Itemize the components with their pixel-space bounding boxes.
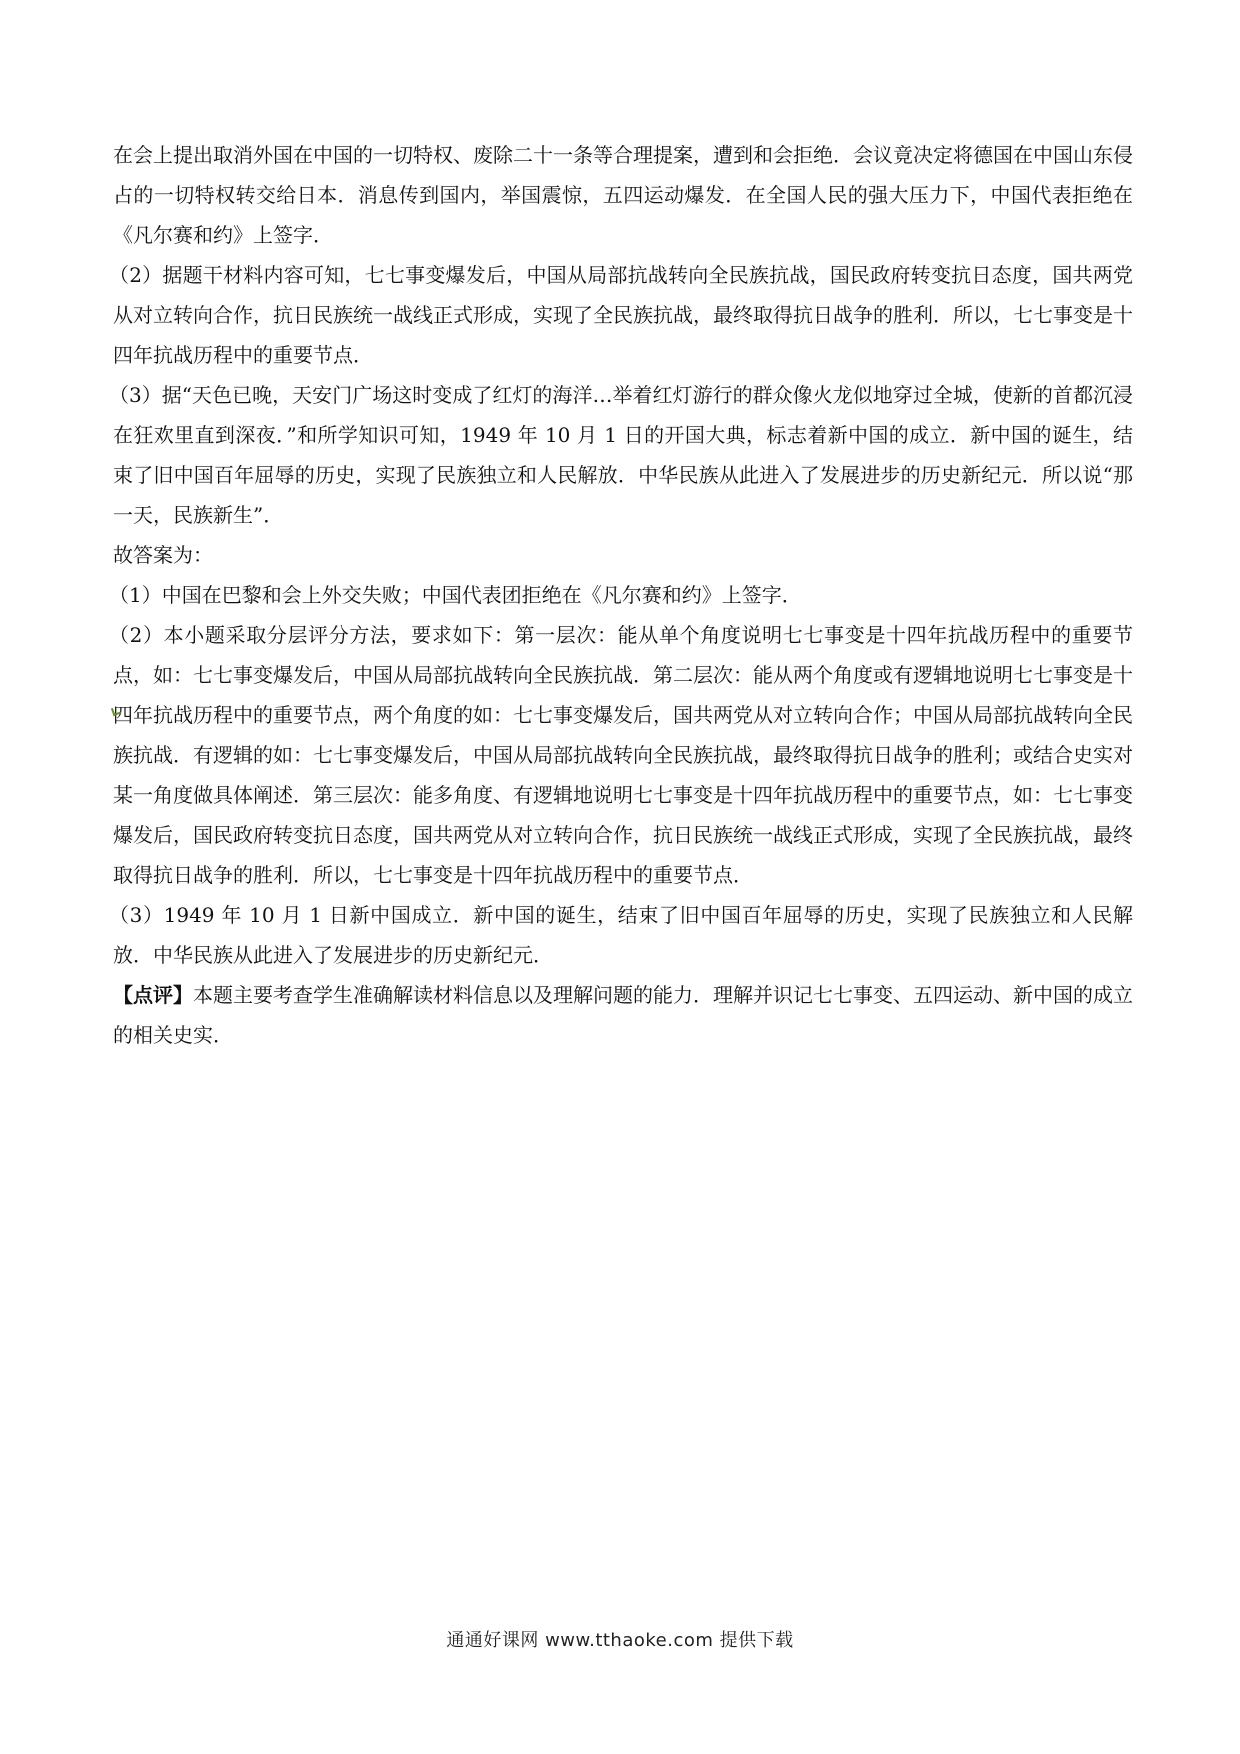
page-footer: 通通好课网 www.tthaoke.com 提供下载 (446, 1630, 794, 1651)
comment-text: 本题主要考查学生准确解读材料信息以及理解问题的能力．理解并识记七七事变、五四运动、新中国的成立的相关史实． (113, 983, 1133, 1047)
document-body (109, 135, 1133, 1055)
comment-tag: 【点评】 (113, 983, 193, 1007)
comment-paragraph (113, 975, 1133, 1055)
paragraph-continuation: 在会上提出取消外国在中国的一切特权、废除二十一条等合理提案，遭到和会拒绝．会议竟决定将德国在中国山东侵占的一切特权转交给日本．消息传到国内，举国震惊，五四运动爆发．在全国人民的强大压力下，中国代表拒绝在《凡尔赛和约》上签字． (113, 143, 1133, 247)
answer-item-1: （1）中国在巴黎和会上外交失败；中国代表团拒绝在《凡尔赛和约》上签字． (109, 583, 802, 607)
answer-item-3: （3）1949 年 10 月 1 日新中国成立．新中国的诞生，结束了旧中国百年屈辱的历史，实现了民族独立和人民解放．中华民族从此进入了发展进步的历史新纪元． (109, 903, 1133, 967)
paragraph-answer-2: （2）据题干材料内容可知，七七事变爆发后，中国从局部抗战转向全民族抗战，国民政府转变抗日态度，国共两党从对立转向合作，抗日民族统一战线正式形成，实现了全民族抗战，最终取得抗日战争的胜利．所以，七七事变是十四年抗战历程中的重要节点． (109, 263, 1133, 367)
answer-heading: 故答案为： (113, 543, 213, 567)
answer-item-2: （2）本小题采取分层评分方法，要求如下：第一层次：能从单个角度说明七七事变是十四年抗战历程中的重要节点，如：七七事变爆发后，中国从局部抗战转向全民族抗战．第二层次：能从两个角度或有逻辑地说明七七事变是十四年抗战历程中的重要节点，两个角度的如：七七事变爆发后，国共两党从对立转向合作；中国从局部抗战转向全民族抗战．有逻辑的如：七七事变爆发后，中国从局部抗战转向全民族抗战，最终取得抗日战争的胜利；或结合史实对某一角度做具体阐述．第三层次：能多角度、有逻辑地说明七七事变是十四年抗战历程中的重要节点，如：七七事变爆发后，国民政府转变抗日态度，国共两党从对立转向合作，抗日民族统一战线正式形成，实现了全民族抗战，最终取得抗日战争的胜利．所以，七七事变是十四年抗战历程中的重要节点． (109, 623, 1133, 887)
paragraph-answer-3: （3）据“天色已晚，天安门广场这时变成了红灯的海洋…举着红灯游行的群众像火龙似地穿过全城，使新的首都沉浸在狂欢里直到深夜．”和所学知识可知，1949 年 10 月 1 日的开国大典，标志着新中国的成立．新中国的诞生，结束了旧中国百年屈辱的历史，实现了民族独立和人民解放．中华民族从此进入了发展进步的历史新纪元．所以说“那一天，民族新生”． (109, 383, 1133, 527)
